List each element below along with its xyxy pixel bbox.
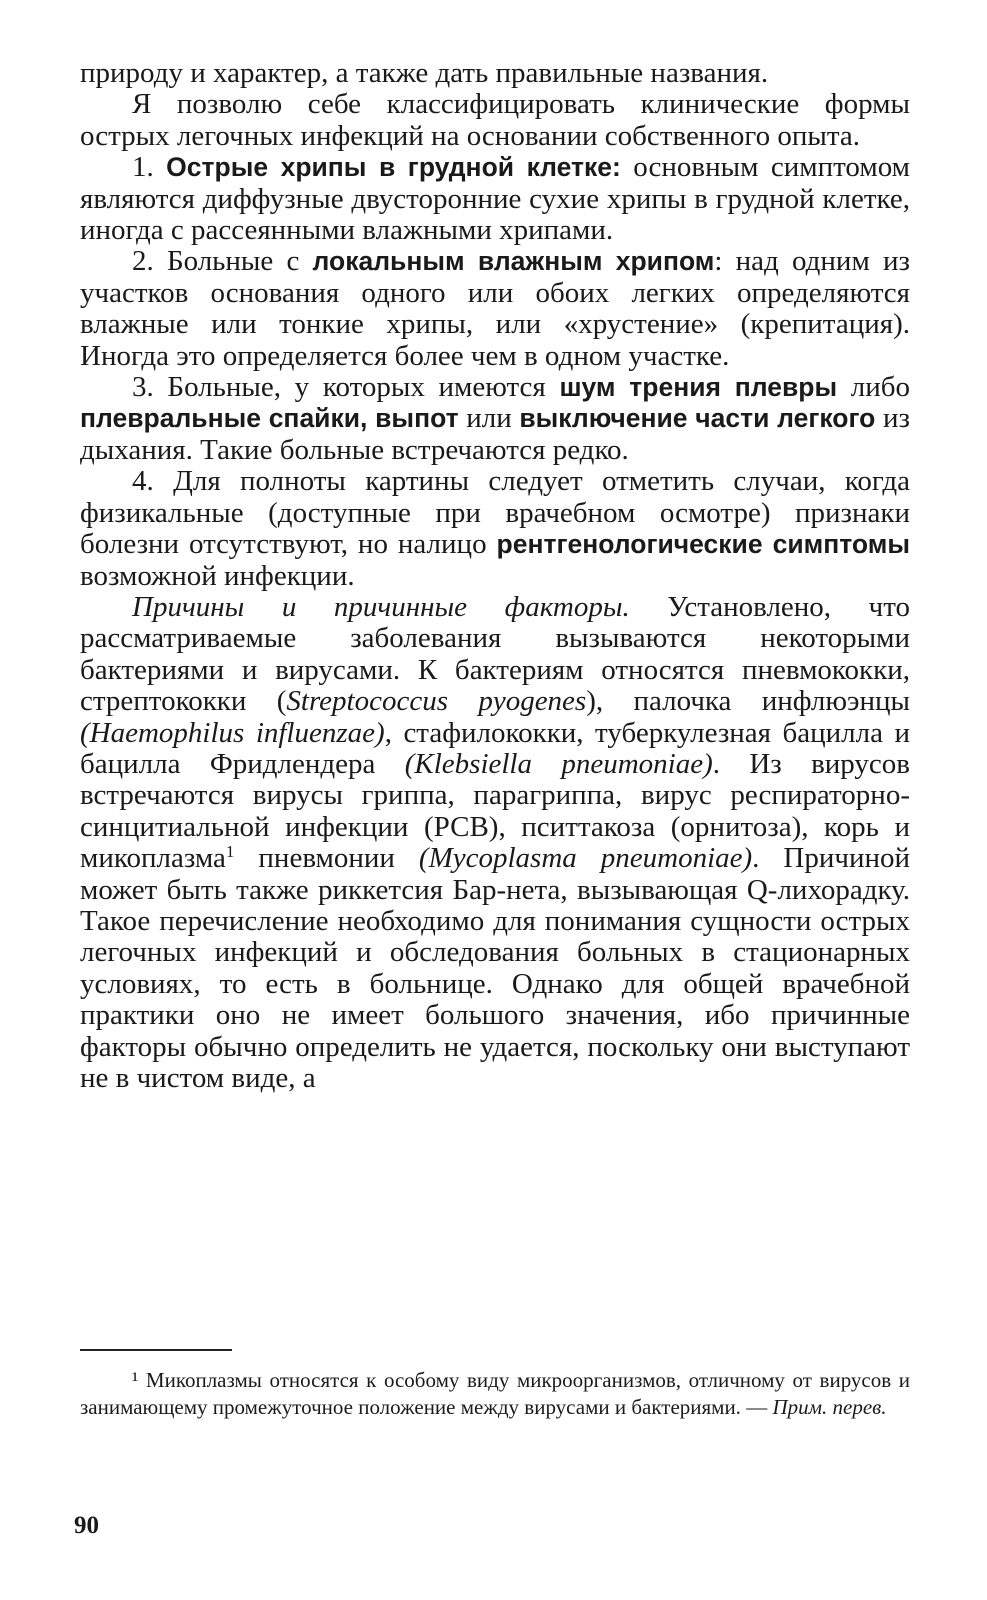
bold-term: рентгенологические симптомы [496, 529, 910, 560]
footnote-mark: ¹ [132, 1368, 139, 1392]
page-number: 90 [74, 1512, 99, 1539]
list-item-4 [80, 466, 910, 592]
bold-term: шум трения плевры [559, 372, 838, 403]
latin-name: Streptococcus pyogenes [286, 685, 587, 718]
latin-name: (Mycoplasma pneumoniae) [418, 842, 753, 875]
text-span: пневмонии [234, 842, 419, 875]
text-span: 4. Для полноты картины следует отметить случаи, когда физикальные (доступные при врачебном осмотре) признаки болезни отсутствуют, но налицо [80, 465, 910, 561]
latin-name: (Haemophilus influenzae) [80, 716, 385, 749]
footnote-reference[interactable]: 1 [225, 842, 235, 862]
bold-term: Острые хрипы в грудной клетке: [166, 152, 621, 183]
text-span: , стафилококки, туберкулезная бацилла и бацилла Фридлендера [80, 716, 911, 780]
text-span: природу и характер, а также дать правильные названия. [80, 57, 769, 89]
list-item-3 [80, 372, 910, 466]
text-span: Установлено, что рассматриваемые заболевания вызываются некоторыми бактериями и вирусами. К бактериям относятся пневмококки, стрептококки ( [80, 590, 911, 718]
footnote-text: Микоплазмы относятся к особому виду микроорганизмов, отличному от вирусов и занимающему промежуточное положение между вирусами и бактериями. [80, 1368, 910, 1419]
text-span: 2. Больные с [132, 245, 313, 278]
text-span: : над одним из участков основания одного или обоих легких определяются влажные или тонкие хрипы, или «хрустение» (крепитация). Иногда это определяется более чем в одном участке. [80, 245, 910, 372]
italic-heading: Причины и причинные факторы. [132, 590, 630, 623]
footnote-divider [80, 1349, 232, 1351]
text-span: или [458, 402, 520, 435]
list-item-2 [80, 246, 910, 372]
list-item-1 [80, 152, 910, 246]
paragraph-intro-continuation [80, 58, 910, 89]
text-span: возможной инфекции. [80, 559, 355, 592]
text-span: из дыхания. Такие больные встречаются редко. [80, 402, 910, 466]
text-span: . Причиной может быть также риккетсия Бар-нета, вызывающая Q-лихорадку. Такое перечисление необходимо для понимания сущности острых легочных инфекций и обследования больных в стационарных условиях, то есть в больнице. Однако для общей врачебной практики оно не имеет большого значения, ибо причинные факторы обычно определить не удается, поскольку они выступают не в чистом виде, а [80, 842, 910, 1094]
text-span: 1. [132, 151, 167, 184]
text-span: основным симптомом являются диффузные двусторонние сухие хрипы в грудной клетке, иногда с рассеянными влажными хрипами. [80, 151, 910, 247]
page-body [80, 58, 910, 1094]
paragraph-classification [80, 89, 910, 152]
text-span: ), палочка инфлюэнцы [586, 685, 910, 718]
latin-name: (Klebsiella pneumoniae) [404, 747, 713, 780]
footnote [80, 1367, 910, 1421]
bold-term: плевральные спайки, выпот [80, 403, 459, 434]
text-span: либо [837, 371, 910, 404]
bold-term: выключение части легкого [519, 403, 876, 434]
main-text [80, 58, 910, 1094]
text-span: . Из вирусов встречаются вирусы гриппа, парагриппа, вирус респираторно-синцитиальной инфекции (РСВ), пситтакоза (орнитоза), корь и микоплазма [80, 747, 910, 875]
translator-note: Прим. перев. [772, 1395, 887, 1419]
text-span: Я позволю себе классифицировать клинические формы острых легочных инфекций на основании собственного опыта. [80, 88, 910, 152]
footnote-dash: — [740, 1395, 773, 1419]
text-span: 3. Больные, у которых имеются [132, 371, 560, 404]
paragraph-causes [80, 592, 910, 1095]
bold-term: локальным влажным хрипом [312, 246, 715, 277]
